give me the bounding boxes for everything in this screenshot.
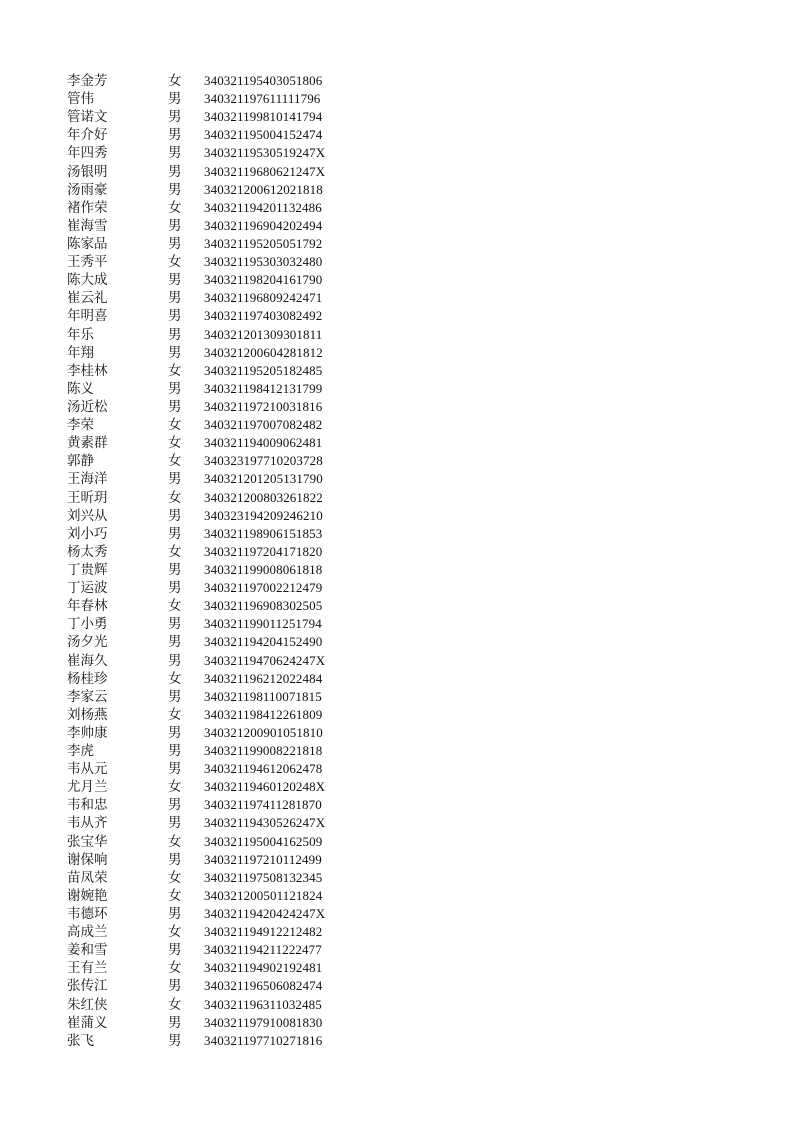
name-cell: 陈大成 xyxy=(67,272,108,289)
gender-cell: 女 xyxy=(168,417,182,434)
table-row xyxy=(67,887,354,905)
id-number-cell: 34032119680621247X xyxy=(204,163,326,179)
gender-cell: 男 xyxy=(168,761,182,778)
id-number-cell: 340321200501121824 xyxy=(204,887,323,903)
id-number-cell: 340321194211222477 xyxy=(204,942,322,958)
gender-cell: 男 xyxy=(168,380,182,397)
gender-cell: 女 xyxy=(168,489,182,506)
name-cell: 韦德环 xyxy=(67,906,108,923)
name-cell: 谢婉艳 xyxy=(67,887,108,904)
table-row xyxy=(67,579,354,597)
gender-cell: 男 xyxy=(168,688,182,705)
gender-cell: 女 xyxy=(168,779,182,796)
table-row xyxy=(67,144,354,162)
table-row xyxy=(67,108,354,126)
table-row xyxy=(67,362,354,380)
gender-cell: 男 xyxy=(168,109,182,126)
id-number-cell: 340321197007082482 xyxy=(204,417,323,433)
id-number-cell: 340321195403051806 xyxy=(204,73,323,88)
name-cell: 年乐 xyxy=(67,326,94,343)
gender-cell: 女 xyxy=(168,887,182,904)
name-cell: 朱红侠 xyxy=(67,996,108,1013)
gender-cell: 男 xyxy=(168,290,182,307)
table-row xyxy=(67,398,354,416)
gender-cell: 男 xyxy=(168,308,182,325)
gender-cell: 女 xyxy=(168,362,182,379)
name-cell: 张宝华 xyxy=(67,833,108,850)
gender-cell: 女 xyxy=(168,435,182,452)
gender-cell: 女 xyxy=(168,924,182,941)
name-cell: 刘小巧 xyxy=(67,525,108,542)
name-cell: 汤近松 xyxy=(67,398,108,415)
gender-cell: 男 xyxy=(168,815,182,832)
id-number-cell: 340321196809242471 xyxy=(204,290,323,306)
name-cell: 王有兰 xyxy=(67,960,108,977)
gender-cell: 男 xyxy=(168,525,182,542)
id-number-cell: 340321194009062481 xyxy=(204,435,323,451)
name-cell: 刘杨燕 xyxy=(67,706,108,723)
id-number-cell: 34032119420424247X xyxy=(204,906,326,922)
name-cell: 谢保响 xyxy=(67,851,108,868)
id-number-cell: 340321198412131799 xyxy=(204,380,323,396)
table-row xyxy=(67,814,354,832)
id-number-cell: 340321198110071815 xyxy=(204,688,322,704)
name-cell: 李金芳 xyxy=(67,73,108,89)
id-number-cell: 340321200612021818 xyxy=(204,181,323,197)
table-row xyxy=(67,941,354,959)
name-cell: 管诺文 xyxy=(67,109,108,126)
table-row xyxy=(67,307,354,325)
name-cell: 年明喜 xyxy=(67,308,108,325)
name-cell: 陈家品 xyxy=(67,235,108,252)
name-cell: 丁贵辉 xyxy=(67,561,108,578)
gender-cell: 男 xyxy=(168,1014,182,1031)
name-cell: 郭静 xyxy=(67,453,94,470)
table-row xyxy=(67,507,354,525)
gender-cell: 男 xyxy=(168,91,182,108)
id-number-cell: 340321196908302505 xyxy=(204,598,323,614)
name-cell: 李桂林 xyxy=(67,362,108,379)
table-row xyxy=(67,724,354,742)
id-number-cell: 340321197910081830 xyxy=(204,1014,323,1030)
table-row xyxy=(67,181,354,199)
table-row xyxy=(67,1014,354,1032)
table-row xyxy=(67,597,354,615)
id-number-cell: 34032119530519247X xyxy=(204,145,326,161)
gender-cell: 男 xyxy=(168,471,182,488)
name-cell: 年春林 xyxy=(67,598,108,615)
gender-cell: 女 xyxy=(168,453,182,470)
table-row xyxy=(67,652,354,670)
table-row xyxy=(67,977,354,995)
id-number-cell: 340321201309301811 xyxy=(204,326,323,342)
id-number-cell: 34032119430526247X xyxy=(204,815,326,831)
id-number-cell: 340321195205051792 xyxy=(204,235,323,251)
table-row xyxy=(67,959,354,977)
table-row xyxy=(67,996,354,1014)
name-cell: 李帅康 xyxy=(67,724,108,741)
id-number-cell: 340321194204152490 xyxy=(204,634,323,650)
id-number-cell: 340321196904202494 xyxy=(204,217,323,233)
name-cell: 崔海久 xyxy=(67,652,108,669)
name-cell: 陈义 xyxy=(67,380,94,397)
id-number-cell: 340321197210112499 xyxy=(204,851,322,867)
gender-cell: 男 xyxy=(168,235,182,252)
gender-cell: 男 xyxy=(168,851,182,868)
name-cell: 高成兰 xyxy=(67,924,108,941)
name-cell: 苗凤荣 xyxy=(67,869,108,886)
gender-cell: 女 xyxy=(168,254,182,271)
id-number-cell: 340323197710203728 xyxy=(204,453,323,469)
gender-cell: 女 xyxy=(168,869,182,886)
gender-cell: 男 xyxy=(168,978,182,995)
table-row xyxy=(67,326,354,344)
id-number-cell: 340321195004162509 xyxy=(204,833,323,849)
id-number-cell: 340321200901051810 xyxy=(204,724,323,740)
id-number-cell: 340321197210031816 xyxy=(204,398,323,414)
table-row xyxy=(67,615,354,633)
name-cell: 杨桂珍 xyxy=(67,670,108,687)
table-row xyxy=(67,905,354,923)
table-row xyxy=(67,416,354,434)
gender-cell: 男 xyxy=(168,634,182,651)
name-cell: 张飞 xyxy=(67,1032,94,1049)
name-cell: 韦从齐 xyxy=(67,815,108,832)
gender-cell: 男 xyxy=(168,561,182,578)
table-row xyxy=(67,163,354,181)
gender-cell: 男 xyxy=(168,1032,182,1049)
id-number-cell: 340321199011251794 xyxy=(204,616,322,632)
id-number-cell: 340321199008061818 xyxy=(204,561,323,577)
table-row xyxy=(67,851,354,869)
name-cell: 韦和忠 xyxy=(67,797,108,814)
id-number-cell: 340321196311032485 xyxy=(204,996,322,1012)
table-row xyxy=(67,126,354,144)
id-number-cell: 34032119460120248X xyxy=(204,779,326,795)
gender-cell: 男 xyxy=(168,326,182,343)
table-row xyxy=(67,253,354,271)
table-row xyxy=(67,489,354,507)
name-cell: 崔云礼 xyxy=(67,290,108,307)
gender-cell: 女 xyxy=(168,598,182,615)
id-number-cell: 340321200803261822 xyxy=(204,489,323,505)
name-cell: 崔蒲义 xyxy=(67,1014,108,1031)
id-number-cell: 340321197508132345 xyxy=(204,869,323,885)
id-number-cell: 340321197002212479 xyxy=(204,580,323,596)
name-cell: 姜和雪 xyxy=(67,942,108,959)
table-row xyxy=(67,561,354,579)
id-number-cell: 340321194612062478 xyxy=(204,761,323,777)
name-cell: 张传江 xyxy=(67,978,108,995)
name-cell: 丁运波 xyxy=(67,580,108,597)
table-row xyxy=(67,344,354,362)
name-cell: 韦从元 xyxy=(67,761,108,778)
gender-cell: 女 xyxy=(168,960,182,977)
id-number-cell: 340321197710271816 xyxy=(204,1032,323,1048)
id-number-cell: 340321195004152474 xyxy=(204,127,323,143)
table-row xyxy=(67,235,354,253)
id-number-cell: 340321198906151853 xyxy=(204,525,323,541)
id-number-cell: 340321196506082474 xyxy=(204,978,323,994)
id-number-cell: 340321198204161790 xyxy=(204,272,323,288)
name-cell: 李家云 xyxy=(67,688,108,705)
name-cell: 王海洋 xyxy=(67,471,108,488)
table-row xyxy=(67,470,354,488)
id-number-cell: 340323194209246210 xyxy=(204,507,323,523)
table-row xyxy=(67,1032,354,1050)
table-row xyxy=(67,633,354,651)
table-row xyxy=(67,380,354,398)
id-number-cell: 340321199008221818 xyxy=(204,743,323,759)
table-row xyxy=(67,869,354,887)
id-number-cell: 340321195205182485 xyxy=(204,362,323,378)
table-row xyxy=(67,90,354,108)
name-cell: 年四秀 xyxy=(67,145,108,162)
gender-cell: 女 xyxy=(168,670,182,687)
name-cell: 尤月兰 xyxy=(67,779,108,796)
id-number-cell: 340321195303032480 xyxy=(204,254,323,270)
gender-cell: 男 xyxy=(168,272,182,289)
table-row xyxy=(67,289,354,307)
gender-cell: 女 xyxy=(168,706,182,723)
name-cell: 崔海雪 xyxy=(67,217,108,234)
gender-cell: 男 xyxy=(168,797,182,814)
id-number-cell: 34032119470624247X xyxy=(204,652,326,668)
gender-cell: 男 xyxy=(168,616,182,633)
name-cell: 王昕玥 xyxy=(67,489,108,506)
gender-cell: 男 xyxy=(168,906,182,923)
name-cell: 黄素群 xyxy=(67,435,108,452)
name-cell: 年介好 xyxy=(67,127,108,144)
name-cell: 年翔 xyxy=(67,344,94,361)
table-row xyxy=(67,688,354,706)
id-number-cell: 340321196212022484 xyxy=(204,670,323,686)
gender-cell: 女 xyxy=(168,73,182,89)
gender-cell: 男 xyxy=(168,580,182,597)
gender-cell: 男 xyxy=(168,724,182,741)
name-cell: 汤雨豪 xyxy=(67,181,108,198)
gender-cell: 男 xyxy=(168,163,182,180)
table-row xyxy=(67,434,354,452)
name-cell: 刘兴从 xyxy=(67,507,108,524)
gender-cell: 女 xyxy=(168,543,182,560)
table-row xyxy=(67,778,354,796)
gender-cell: 男 xyxy=(168,181,182,198)
table-row xyxy=(67,543,354,561)
gender-cell: 女 xyxy=(168,833,182,850)
name-cell: 管伟 xyxy=(67,91,94,108)
id-number-cell: 340321197611111796 xyxy=(204,91,321,107)
table-row xyxy=(67,72,354,90)
table-row xyxy=(67,452,354,470)
table-row xyxy=(67,670,354,688)
name-cell: 王秀平 xyxy=(67,254,108,271)
gender-cell: 男 xyxy=(168,942,182,959)
table-row xyxy=(67,525,354,543)
table-row xyxy=(67,742,354,760)
person-roster-table xyxy=(67,72,354,1050)
table-row xyxy=(67,199,354,217)
name-cell: 丁小勇 xyxy=(67,616,108,633)
table-row xyxy=(67,796,354,814)
id-number-cell: 340321198412261809 xyxy=(204,706,323,722)
table-row xyxy=(67,760,354,778)
table-row xyxy=(67,923,354,941)
gender-cell: 男 xyxy=(168,743,182,760)
id-number-cell: 340321194902192481 xyxy=(204,960,323,976)
name-cell: 李虎 xyxy=(67,743,94,760)
table-row xyxy=(67,271,354,289)
gender-cell: 男 xyxy=(168,398,182,415)
table-row xyxy=(67,833,354,851)
gender-cell: 女 xyxy=(168,996,182,1013)
table-row xyxy=(67,217,354,235)
id-number-cell: 340321200604281812 xyxy=(204,344,323,360)
name-cell: 李荣 xyxy=(67,417,94,434)
name-cell: 褚作荣 xyxy=(67,199,108,216)
gender-cell: 男 xyxy=(168,217,182,234)
id-number-cell: 340321201205131790 xyxy=(204,471,323,487)
table-row xyxy=(67,706,354,724)
gender-cell: 男 xyxy=(168,145,182,162)
id-number-cell: 340321197403082492 xyxy=(204,308,323,324)
name-cell: 杨太秀 xyxy=(67,543,108,560)
gender-cell: 男 xyxy=(168,507,182,524)
id-number-cell: 340321197204171820 xyxy=(204,543,323,559)
gender-cell: 男 xyxy=(168,652,182,669)
id-number-cell: 340321197411281870 xyxy=(204,797,322,813)
id-number-cell: 340321194912212482 xyxy=(204,924,323,940)
id-number-cell: 340321194201132486 xyxy=(204,199,322,215)
gender-cell: 男 xyxy=(168,344,182,361)
id-number-cell: 340321199810141794 xyxy=(204,109,323,125)
name-cell: 汤夕光 xyxy=(67,634,108,651)
gender-cell: 男 xyxy=(168,127,182,144)
name-cell: 汤银明 xyxy=(67,163,108,180)
gender-cell: 女 xyxy=(168,199,182,216)
